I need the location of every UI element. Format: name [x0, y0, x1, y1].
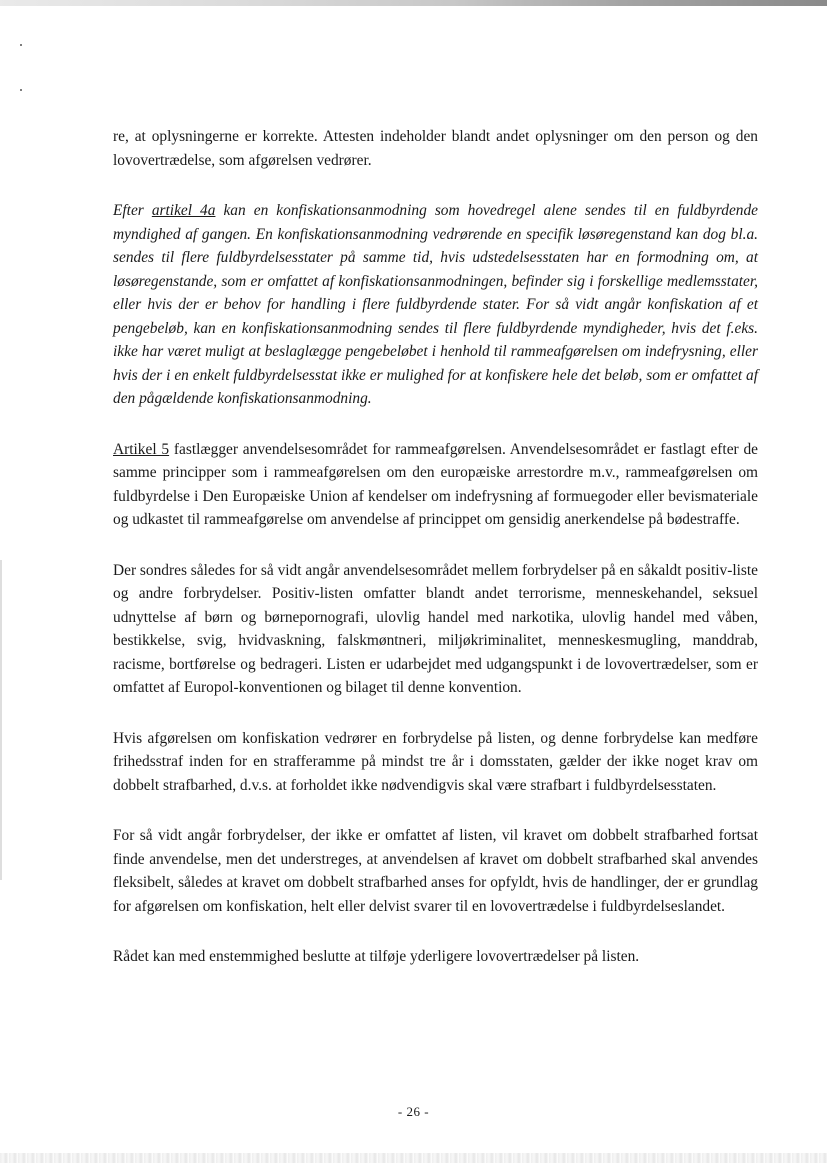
- scan-speck: [20, 89, 22, 91]
- article-reference: Artikel 5: [113, 440, 170, 458]
- article-reference: artikel 4a: [151, 202, 216, 219]
- paragraph-text: For så vidt angår forbrydelser, der ikke er omfattet af listen, vil kravet om dobbelt strafbarhed fortsat finde anvendelse, men det understreges, at anvendelsen af kravet om dobbelt strafbarhed skal anvendes fleksibelt, således at kravet om dobbelt strafbarhed anses for opfyldt, hvis de handlinger, der er grundlag for afgørelsen om konfiskation, helt eller delvist svarer til en lovovertrædelse i fuldbyrdelseslandet.: [113, 827, 758, 915]
- paragraph-text: fastlægger anvendelsesområdet for rammeafgørelsen. Anvendelsesområdet er fastlagt efter de samme principper som i rammeafgørelsen om den europæiske arrestordre m.v., rammeafgørelsen om fuldbyrdelse i Den Europæiske Union af kendelser om indefrysning af formuegoder eller bevismateriale og udkastet til rammeafgørelse om anvendelse af princippet om gensidig anerkendelse på bødestraffe.: [113, 440, 758, 528]
- paragraph-text: re, at oplysningerne er korrekte. Attesten indeholder blandt andet oplysninger om den person og den lovovertrædelse, som afgørelsen vedrører.: [113, 128, 758, 169]
- paragraph-positive-list: [113, 559, 758, 700]
- scan-edge-left: [0, 560, 2, 880]
- paragraph-text: Hvis afgørelsen om konfiskation vedrører en forbrydelse på listen, og denne forbrydelse kan medføre frihedsstraf inden for en strafferamme på mindst tre år i domsstaten, gælder der ikke noget krav om dobbelt strafbarhed, d.v.s. at forholdet ikke nødvendigvis skal være strafbart i fuldbyrdelsesstaten.: [113, 729, 758, 794]
- document-body: [113, 125, 758, 996]
- scan-edge-bottom: [0, 1153, 827, 1163]
- paragraph-dual-criminality: [113, 824, 758, 918]
- paragraph-text: Rådet kan med enstemmighed beslutte at tilføje yderligere lovovertrædelser på listen.: [113, 948, 640, 965]
- paragraph-lead: Efter: [113, 202, 152, 219]
- scan-edge-top: [0, 0, 827, 6]
- paragraph-article-4a: [113, 199, 758, 411]
- paragraph-continuation: [113, 125, 758, 172]
- paragraph-text: Der sondres således for så vidt angår anvendelsesområdet mellem forbrydelser på en såkaldt positiv-liste og andre forbrydelser. Positiv-listen omfatter blandt andet terrorisme, menneskehandel, seksuel udnyttelse af børn og børnepornografi, ulovlig handel med narkotika, ulovlig handel med våben, bestikkelse, svig, hvidvaskning, falskmøntneri, miljøkriminalitet, menneskesmugling, manddrab, racisme, bortførelse og bedrageri. Listen er udarbejdet med udgangspunkt i de lovovertrædelser, som er omfattet af Europol-konventionen og bilaget til denne konvention.: [113, 561, 758, 696]
- paragraph-text: kan en konfiskationsanmodning som hovedregel alene sendes til en fuldbyrdende myndighed af gangen. En konfiskationsanmodning vedrørende en specifik løsøregenstand kan dog bl.a. sendes til flere fuldbyrdelsesstater på samme tid, hvis udstedelsesstaten har en formodning om, at løsøregenstande, som er omfattet af konfiskationsanmodningen, befinder sig i forskellige medlemsstater, eller hvis der er behov for handling i flere fuldbyrdende stater. For så vidt angår konfiskation af et pengebeløb, kan en konfiskationsanmodning sendes til flere fuldbyrdende myndigheder, hvis det f.eks. ikke har været muligt at beslaglægge pengebeløbet i henhold til rammeafgørelsen om indefrysning, eller hvis der i en enkelt fuldbyrdelsesstat ikke er mulighed for at konfiskere hele det beløb, som er omfattet af den pågældende konfiskationsanmodning.: [113, 202, 759, 407]
- paragraph-article-5: [113, 438, 758, 532]
- page-number: - 26 -: [397, 1104, 430, 1119]
- paragraph-dual-criminality-exemption: [113, 727, 758, 798]
- scan-speck: [20, 44, 22, 46]
- paragraph-council: [113, 945, 758, 969]
